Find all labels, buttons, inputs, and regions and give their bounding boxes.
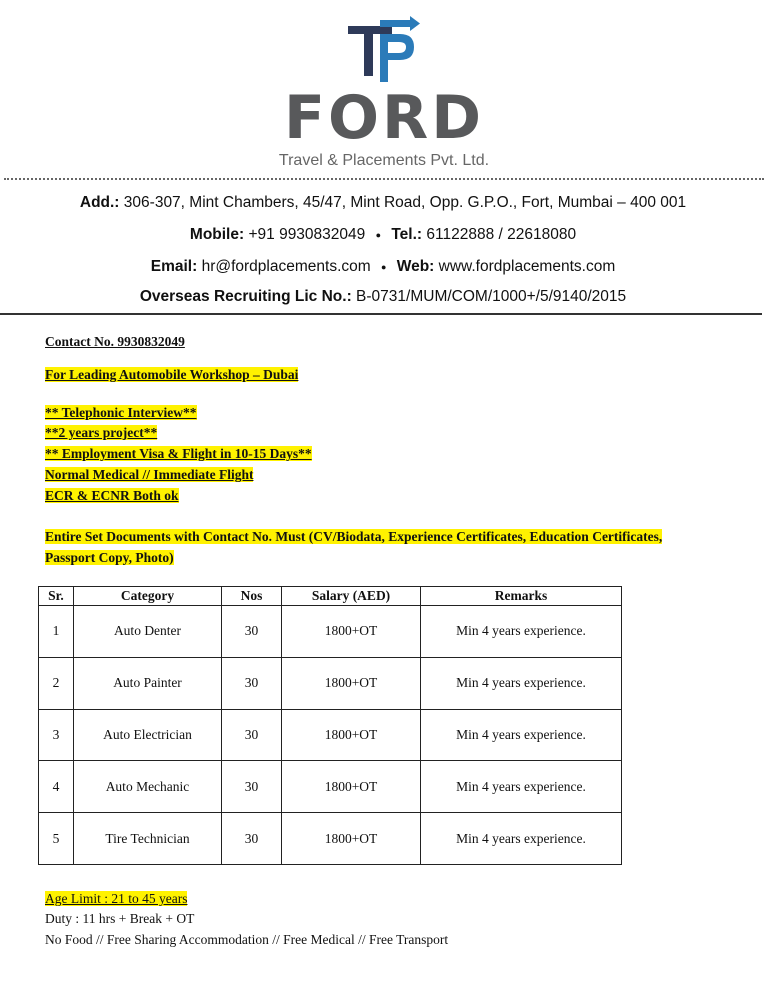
table-header-cell: Remarks — [421, 587, 622, 606]
highlight-item: ECR & ECNR Both ok — [45, 488, 179, 503]
table-cell: 30 — [222, 657, 282, 709]
table-cell: Min 4 years experience. — [421, 657, 622, 709]
table-cell: 4 — [39, 761, 74, 813]
address-line — [4, 194, 762, 212]
table-cell: 1 — [39, 606, 74, 658]
table-cell: Auto Painter — [74, 657, 222, 709]
table-cell: 30 — [222, 709, 282, 761]
dotted-divider — [4, 178, 764, 180]
licence-label: Overseas Recruiting Lic No.: — [139, 288, 352, 305]
address-value: 306-307, Mint Chambers, 45/47, Mint Road, Opp. G.P.O., Fort, Mumbai – 400 001 — [123, 194, 687, 211]
benefits-line: No Food // Free Sharing Accommodation // Free Medical // Free Transport — [45, 932, 449, 947]
table-row — [39, 606, 622, 658]
licence-value: B-0731/MUM/COM/1000+/5/9140/2015 — [356, 288, 627, 305]
vacancy-table — [38, 586, 622, 865]
highlight-item: ** Telephonic Interview** — [45, 405, 197, 420]
table-cell: Min 4 years experience. — [421, 606, 622, 658]
documents-line: Passport Copy, Photo) — [45, 550, 174, 565]
table-cell: 5 — [39, 813, 74, 865]
licence-line — [4, 288, 762, 306]
email-label: Email: — [150, 258, 198, 275]
table-cell: Auto Electrician — [74, 709, 222, 761]
table-cell: 30 — [222, 761, 282, 813]
table-cell: 3 — [39, 709, 74, 761]
email-value: hr@fordplacements.com — [201, 258, 371, 275]
mobile-label: Mobile: — [189, 226, 245, 243]
documents-line: Entire Set Documents with Contact No. Must (CV/Biodata, Experience Certificates, Education Certificates, — [45, 529, 663, 544]
age-limit: Age Limit : 21 to 45 years — [45, 891, 188, 906]
table-header-cell: Salary (AED) — [282, 587, 421, 606]
bullet-icon: ● — [380, 261, 387, 272]
bullet-icon: ● — [375, 229, 382, 240]
table-row — [39, 657, 622, 709]
highlight-item: **2 years project** — [45, 425, 158, 440]
table-cell: 30 — [222, 813, 282, 865]
table-row — [39, 761, 622, 813]
table-cell: 2 — [39, 657, 74, 709]
table-cell: Auto Denter — [74, 606, 222, 658]
table-cell: Min 4 years experience. — [421, 813, 622, 865]
table-row — [39, 813, 622, 865]
table-header-cell: Nos — [222, 587, 282, 606]
duty-line: Duty : 11 hrs + Break + OT — [45, 911, 195, 926]
table-header-row — [39, 587, 622, 606]
table-cell: 1800+OT — [282, 813, 421, 865]
header-rule — [0, 313, 762, 315]
highlight-item: ** Employment Visa & Flight in 10-15 Days** — [45, 446, 312, 461]
table-cell: 1800+OT — [282, 657, 421, 709]
table-row — [39, 709, 622, 761]
table-cell: 1800+OT — [282, 709, 421, 761]
company-logo-word: FORD — [284, 83, 484, 153]
mobile-value: +91 9930832049 — [248, 226, 366, 243]
contact-number: Contact No. 9930832049 — [45, 334, 185, 349]
table-header-cell: Category — [74, 587, 222, 606]
table-cell: Tire Technician — [74, 813, 222, 865]
phone-line — [4, 226, 762, 244]
table-cell: Min 4 years experience. — [421, 761, 622, 813]
web-value: www.fordplacements.com — [438, 258, 616, 275]
email-web-line — [4, 258, 762, 276]
table-header-cell: Sr. — [39, 587, 74, 606]
company-subtitle: Travel & Placements Pvt. Ltd. — [278, 152, 490, 169]
table-cell: 1800+OT — [282, 761, 421, 813]
table-cell: 30 — [222, 606, 282, 658]
table-cell: Auto Mechanic — [74, 761, 222, 813]
web-label: Web: — [396, 258, 435, 275]
highlight-item: Normal Medical // Immediate Flight — [45, 467, 254, 482]
job-heading: For Leading Automobile Workshop – Dubai — [45, 367, 299, 382]
table-cell: Min 4 years experience. — [421, 709, 622, 761]
table-cell: 1800+OT — [282, 606, 421, 658]
tel-value: 61122888 / 22618080 — [426, 226, 577, 243]
address-label: Add.: — [79, 194, 120, 211]
tel-label: Tel.: — [391, 226, 423, 243]
